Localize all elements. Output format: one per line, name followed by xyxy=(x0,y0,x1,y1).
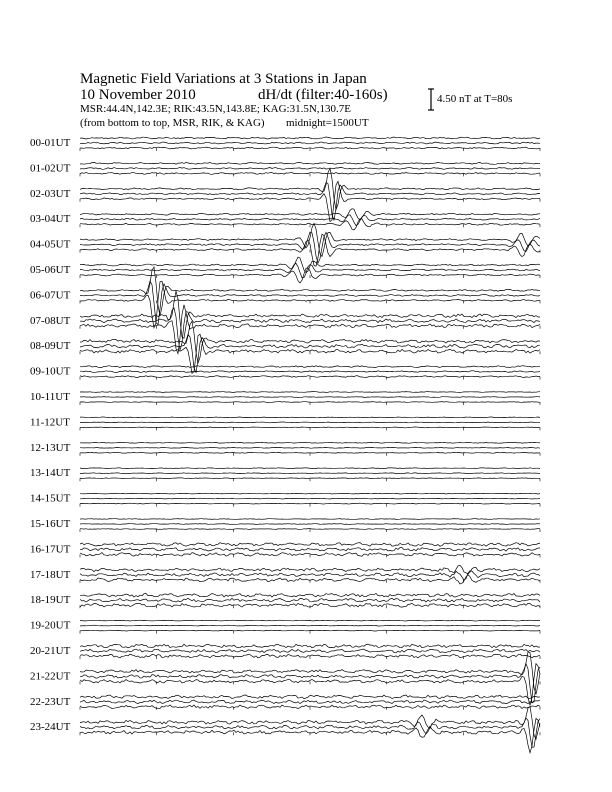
hour-row xyxy=(80,257,540,283)
trace-rik xyxy=(80,142,540,144)
trace-kag xyxy=(80,593,540,597)
hour-row xyxy=(80,620,540,633)
hour-row xyxy=(80,519,540,532)
hour-label: 03-04UT xyxy=(30,213,71,226)
trace-kag xyxy=(80,644,540,648)
trace-kag xyxy=(80,392,540,393)
hour-row xyxy=(80,366,540,380)
hour-label: 07-08UT xyxy=(30,314,71,327)
hour-row xyxy=(80,565,540,584)
hour-label: 02-03UT xyxy=(30,187,71,200)
trace-rik xyxy=(80,447,540,448)
hour-label: 13-14UT xyxy=(30,467,71,480)
hour-label: 11-12UT xyxy=(30,416,70,429)
quantity-label: dH/dt (filter:40-160s) xyxy=(258,87,388,103)
midnight-note: midnight=1500UT xyxy=(286,117,369,129)
trace-rik xyxy=(80,371,540,373)
hour-row xyxy=(80,442,540,455)
hour-label: 16-17UT xyxy=(30,543,71,556)
trace-msr xyxy=(80,452,540,453)
hour-label: 20-21UT xyxy=(30,645,71,657)
order-note: (from bottom to top, MSR, RIK, & KAG) xyxy=(80,117,265,129)
hour-row xyxy=(80,321,540,373)
trace-kag xyxy=(80,162,540,164)
hour-row xyxy=(80,468,540,481)
hour-row xyxy=(80,593,540,608)
trace-rik xyxy=(80,397,540,398)
trace-msr xyxy=(80,664,540,706)
trace-kag xyxy=(80,565,540,574)
trace-kag xyxy=(80,519,540,520)
hour-label: 17-18UT xyxy=(30,568,71,581)
trace-rik xyxy=(80,498,540,499)
trace-kag xyxy=(80,493,540,494)
hour-row xyxy=(80,543,540,558)
hour-label: 23-24UT xyxy=(30,721,71,734)
stations-label: MSR:44.4N,142.3E; RIK:43.5N,143.8E; KAG:31.5N,130.7E xyxy=(80,103,352,115)
date-label: 10 November 2010 xyxy=(80,87,196,103)
hour-label: 09-10UT xyxy=(30,365,71,378)
hour-row xyxy=(80,493,540,506)
trace-kag xyxy=(80,695,540,699)
trace-rik xyxy=(80,473,540,474)
hour-label: 21-22UT xyxy=(30,670,71,683)
trace-rik xyxy=(80,548,540,552)
scale-label: 4.50 nT at T=80s xyxy=(437,93,513,105)
trace-kag xyxy=(80,417,540,418)
trace-msr xyxy=(80,478,540,479)
hour-label: 19-20UT xyxy=(30,619,71,632)
trace-kag xyxy=(80,209,540,220)
hour-row xyxy=(80,417,540,430)
hour-label: 05-06UT xyxy=(30,264,71,276)
trace-rik xyxy=(80,524,540,525)
hour-row xyxy=(80,652,540,705)
hour-row xyxy=(80,644,540,659)
hour-label: 06-07UT xyxy=(30,289,71,302)
trace-msr xyxy=(80,718,540,752)
hour-label: 00-01UT xyxy=(30,137,71,149)
trace-rik xyxy=(80,422,540,423)
hour-label: 22-23UT xyxy=(30,695,71,708)
trace-msr xyxy=(80,402,540,403)
scale-bar xyxy=(428,89,434,110)
chart-title: Magnetic Field Variations at 3 Stations in Japan xyxy=(80,71,367,87)
hour-label: 15-16UT xyxy=(30,518,71,530)
hour-label: 12-13UT xyxy=(30,441,71,454)
hour-label: 01-02UT xyxy=(30,162,71,175)
trace-kag xyxy=(80,267,540,316)
trace-kag xyxy=(80,366,540,368)
hour-row xyxy=(80,137,540,151)
hour-label: 08-09UT xyxy=(30,340,71,353)
trace-kag xyxy=(80,620,540,621)
hour-label: 04-05UT xyxy=(30,238,71,251)
trace-rik xyxy=(80,649,540,653)
hour-row xyxy=(80,162,540,176)
hour-row xyxy=(80,392,540,405)
hour-row xyxy=(80,223,540,266)
hour-row xyxy=(80,209,540,230)
trace-kag xyxy=(80,442,540,443)
trace-kag xyxy=(80,468,540,469)
hour-row xyxy=(80,707,540,753)
trace-rik xyxy=(80,168,540,170)
hour-row xyxy=(80,695,540,710)
hour-label: 10-11UT xyxy=(30,391,70,403)
trace-rik xyxy=(80,308,540,350)
hour-label: 14-15UT xyxy=(30,492,71,505)
trace-rik xyxy=(80,700,540,704)
trace-rik xyxy=(80,625,540,626)
hour-label: 18-19UT xyxy=(30,594,71,607)
trace-kag xyxy=(80,137,540,139)
trace-rik xyxy=(80,598,540,602)
trace-kag xyxy=(80,543,540,547)
